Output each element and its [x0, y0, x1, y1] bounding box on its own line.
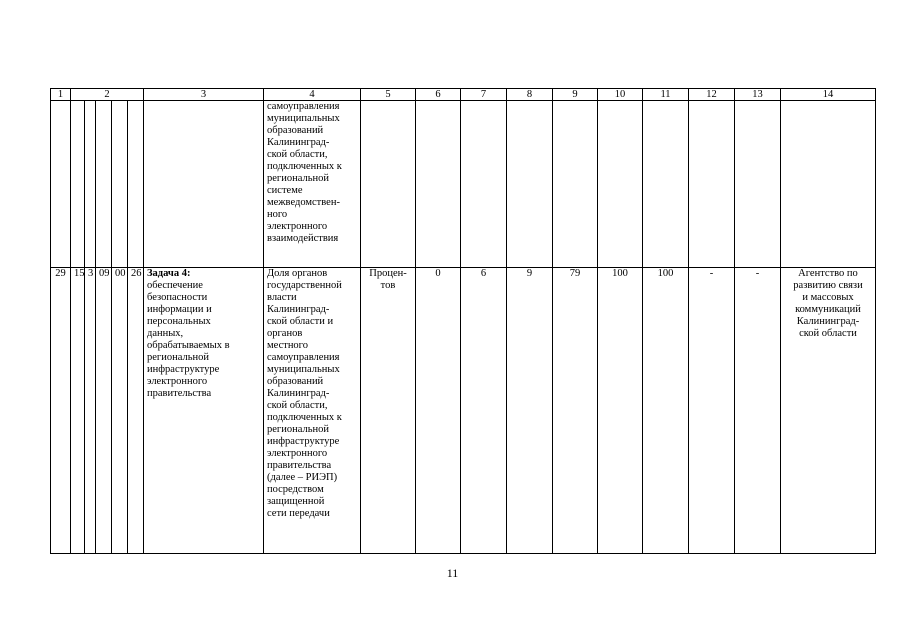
code-cell: 15 [71, 268, 85, 554]
text-line: самоуправления [267, 352, 340, 363]
text-line: безопасности [147, 292, 208, 303]
value-cell: 79 [553, 268, 598, 554]
text-line: данных, [147, 328, 184, 339]
indicator-cell [264, 101, 361, 268]
text-line: инфраструктуре [267, 436, 340, 447]
text-line: Процен- [369, 268, 407, 279]
empty-cell [128, 101, 144, 268]
table-row [51, 101, 876, 268]
text-line: взаимодействия [267, 233, 339, 244]
empty-cell [735, 101, 781, 268]
header-cell: 4 [264, 89, 361, 101]
text-line: инфраструктуре [147, 364, 220, 375]
text-line: обрабатываемых в [147, 340, 230, 351]
value-cell: 6 [461, 268, 507, 554]
text-line: ской области и [267, 316, 334, 327]
empty-cell [781, 101, 876, 268]
text-line: Калининград- [267, 137, 330, 148]
header-cell: 12 [689, 89, 735, 101]
code-cell: 00 [112, 268, 128, 554]
text-line: и массовых [802, 292, 854, 303]
value-cell: 100 [598, 268, 643, 554]
empty-cell [643, 101, 689, 268]
text-line: ской области, [267, 400, 328, 411]
text-line: обеспечение [147, 280, 203, 291]
text-line: защищенной [267, 496, 325, 507]
unit-cell [361, 268, 416, 554]
header-cell: 2 [71, 89, 144, 101]
text-line: Калининград- [267, 388, 330, 399]
header-cell: 9 [553, 89, 598, 101]
text-line: региональной [147, 352, 209, 363]
empty-cell [553, 101, 598, 268]
empty-cell [96, 101, 112, 268]
text-line: электронного [267, 221, 328, 232]
empty-cell [51, 101, 71, 268]
header-cell: 6 [416, 89, 461, 101]
text-line: персональных [147, 316, 211, 327]
header-cell: 3 [144, 89, 264, 101]
header-cell: 13 [735, 89, 781, 101]
empty-cell [361, 101, 416, 268]
indicator-cell [264, 268, 361, 554]
header-cell: 14 [781, 89, 876, 101]
text-line: муниципальных [267, 113, 340, 124]
text-line: электронного [147, 376, 208, 387]
text-line: тов [380, 280, 396, 291]
text-line: ской области, [267, 149, 328, 160]
text-line: правительства [147, 388, 212, 399]
value-cell: 9 [507, 268, 553, 554]
text-line: государственной [267, 280, 342, 291]
text-line: сети передачи [267, 508, 330, 519]
text-line: информации и [147, 304, 212, 315]
text-line: электронного [267, 448, 328, 459]
empty-cell [71, 101, 85, 268]
code-cell: 29 [51, 268, 71, 554]
text-line: Доля органов [267, 268, 328, 279]
task-cell [144, 268, 264, 554]
text-line: самоуправления [267, 101, 340, 112]
header-row [51, 89, 876, 101]
text-line: Калининград- [267, 304, 330, 315]
text-line: Калининград- [796, 316, 860, 327]
code-cell: 3 [85, 268, 96, 554]
code-cell: 09 [96, 268, 112, 554]
value-cell: - [735, 268, 781, 554]
empty-cell [85, 101, 96, 268]
code-cell: 26 [128, 268, 144, 554]
page-number: 11 [446, 566, 459, 580]
data-table [50, 88, 876, 554]
text-line: региональной [267, 424, 329, 435]
header-cell: 1 [51, 89, 71, 101]
text-line: подключенных к [267, 161, 342, 172]
table-row [51, 268, 876, 554]
text-line: образований [267, 376, 324, 387]
text-line: власти [267, 292, 297, 303]
header-cell: 5 [361, 89, 416, 101]
text-line: системе [267, 185, 303, 196]
header-cell: 8 [507, 89, 553, 101]
header-cell: 10 [598, 89, 643, 101]
empty-cell [598, 101, 643, 268]
empty-cell [461, 101, 507, 268]
text-line: образований [267, 125, 324, 136]
text-line: ного [267, 209, 288, 220]
task-title: Задача 4: [147, 268, 191, 279]
text-line: развитию связи [793, 280, 863, 291]
text-line: местного [267, 340, 308, 351]
text-line: ской области [799, 328, 857, 339]
text-line: правительства [267, 460, 332, 471]
text-line: межведомствен- [267, 197, 340, 208]
value-cell: 0 [416, 268, 461, 554]
empty-cell [689, 101, 735, 268]
text-line: региональной [267, 173, 329, 184]
empty-cell [507, 101, 553, 268]
text-line: Агентство по [798, 268, 858, 279]
value-cell: 100 [643, 268, 689, 554]
empty-cell [416, 101, 461, 268]
text-line: подключенных к [267, 412, 342, 423]
empty-cell [112, 101, 128, 268]
text-line: коммуникаций [795, 304, 861, 315]
agency-cell [781, 268, 876, 554]
text-line: органов [267, 328, 303, 339]
value-cell: - [689, 268, 735, 554]
header-cell: 11 [643, 89, 689, 101]
header-cell: 7 [461, 89, 507, 101]
empty-cell [144, 101, 264, 268]
text-line: посредством [267, 484, 324, 495]
text-line: (далее – РИЭП) [267, 472, 338, 483]
text-line: муниципальных [267, 364, 340, 375]
